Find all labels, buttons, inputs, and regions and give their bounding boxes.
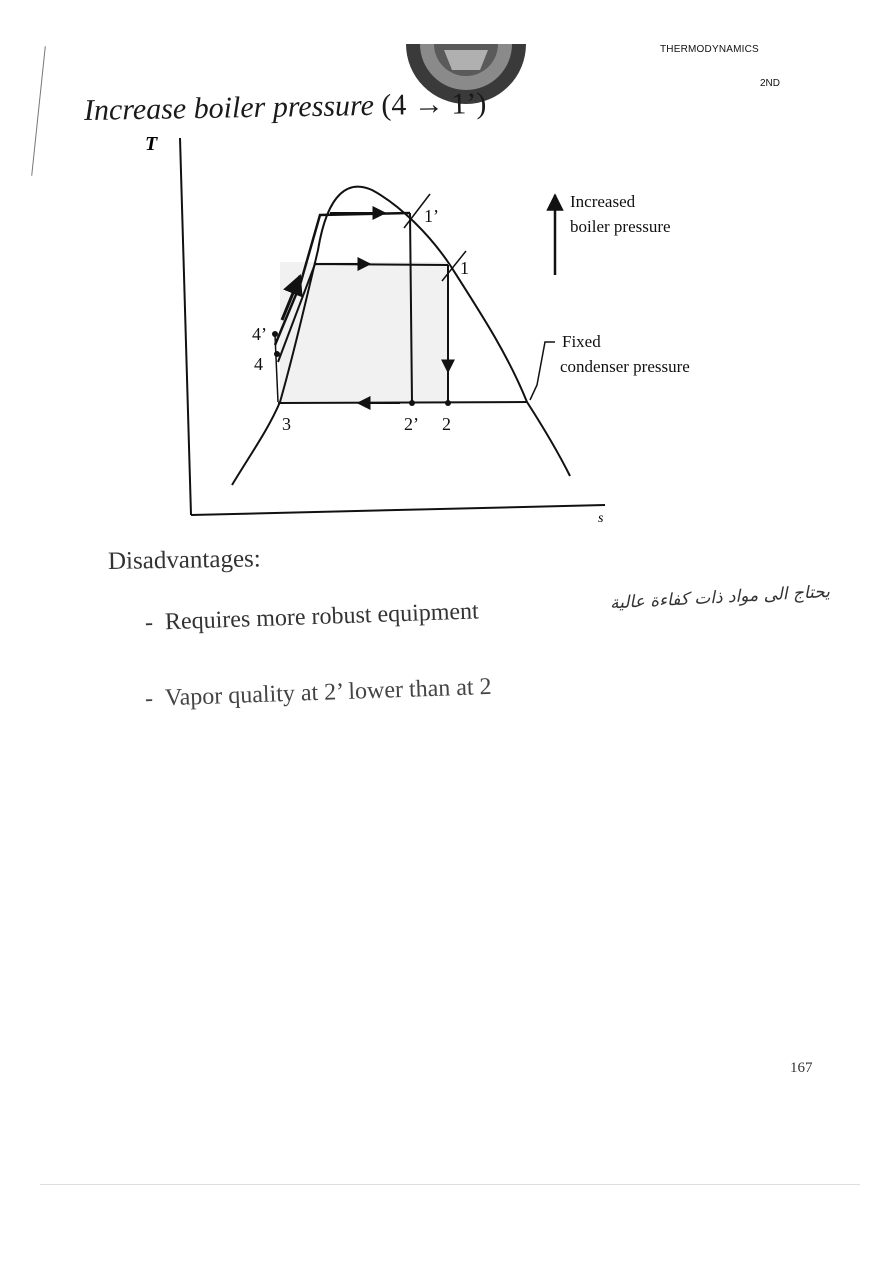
y-axis bbox=[180, 138, 191, 515]
disadvantages-heading: Disadvantages: bbox=[107, 545, 261, 575]
page-bottom-rule bbox=[40, 1184, 860, 1185]
bullet-dash: - bbox=[144, 609, 166, 636]
disadvantage-text: Vapor quality at 2’ lower than at 2 bbox=[164, 673, 493, 712]
x-axis bbox=[191, 505, 605, 515]
label-3: 3 bbox=[282, 414, 291, 434]
label-2: 2 bbox=[442, 414, 451, 434]
point-4 bbox=[274, 351, 280, 357]
disadvantage-item bbox=[145, 598, 480, 637]
condenser-callout-line bbox=[530, 342, 555, 400]
disadvantage-item bbox=[145, 674, 493, 713]
label-1prime: 1’ bbox=[424, 206, 439, 226]
legend-line-2: boiler pressure bbox=[570, 217, 671, 236]
title-process: (4 → 1’) bbox=[381, 86, 487, 122]
shaded-cycle-area bbox=[280, 262, 448, 402]
ts-diagram bbox=[0, 0, 893, 560]
label-4: 4 bbox=[254, 354, 263, 374]
callout-line-2: condenser pressure bbox=[560, 357, 690, 376]
bullet-dash: - bbox=[144, 685, 166, 712]
point-2prime bbox=[409, 400, 415, 406]
handwritten-note: يحتاج الى مواد ذات كفاءة عالية bbox=[609, 581, 831, 614]
legend-line-1: Increased bbox=[570, 192, 636, 211]
course-year: 2ND bbox=[760, 78, 781, 89]
title-main: Increase boiler pressure bbox=[83, 88, 375, 127]
label-4prime: 4’ bbox=[252, 324, 267, 344]
point-2 bbox=[445, 400, 451, 406]
condenser-line bbox=[278, 402, 527, 403]
x-axis-label: s bbox=[598, 511, 604, 526]
point-4prime bbox=[272, 331, 278, 337]
pump-line bbox=[275, 335, 278, 402]
page-number: 167 bbox=[790, 1060, 813, 1076]
label-1: 1 bbox=[460, 258, 469, 278]
course-name: THERMODYNAMICS bbox=[660, 44, 759, 55]
disadvantage-text: Requires more robust equipment bbox=[164, 598, 480, 636]
y-axis-label: T bbox=[145, 133, 158, 155]
callout-line-1: Fixed bbox=[562, 332, 601, 351]
label-2prime: 2’ bbox=[404, 414, 419, 434]
